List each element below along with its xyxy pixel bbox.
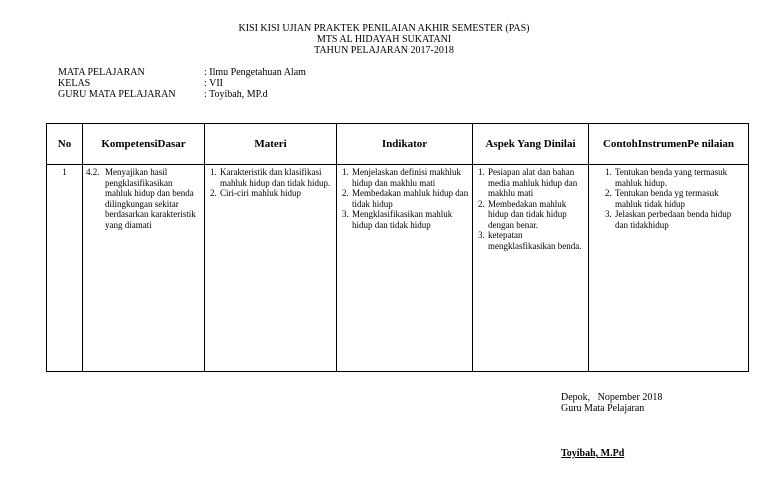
list-item: 3. Mengklasifikasikan mahluk hidup dan tidak hidup: [351, 209, 469, 230]
signature-block: [561, 392, 662, 414]
list-item: 2. Ciri-ciri mahluk hidup: [219, 188, 333, 199]
list-item: 2. Membedakan mahluk hidup dan tidak hidup dengan benar.: [487, 199, 585, 231]
header-materi: Materi: [205, 124, 337, 165]
meta-info: [58, 67, 306, 100]
title-line-2: MTS AL HIDAYAH SUKATANI: [316, 34, 452, 45]
meta-key: KELAS: [58, 78, 91, 89]
table-row: [47, 165, 749, 372]
kd-number: 4.2.: [86, 167, 100, 177]
header-kompetensi-dasar: KompetensiDasar: [83, 124, 205, 165]
signature-role: Guru Mata Pelajaran: [561, 403, 645, 414]
list-item: 3. ketepatan mengklasfikasikan benda.: [487, 230, 585, 251]
header-aspek: Aspek Yang Dinilai: [473, 124, 589, 165]
cell-materi: [205, 165, 337, 372]
list-item: 1. Tentukan benda yang termasuk mahluk hidup.: [614, 167, 745, 188]
document-header: [0, 23, 768, 56]
meta-key: GURU MATA PELAJARAN: [58, 89, 176, 100]
meta-key: MATA PELAJARAN: [58, 67, 145, 78]
header-no: No: [47, 124, 83, 165]
cell-contoh-instrumen: [589, 165, 749, 372]
kd-item: [86, 167, 201, 230]
meta-value: : Toyibah, MP.d: [204, 89, 268, 100]
place-date: Depok, Nopember 2018: [561, 392, 663, 403]
cell-indikator: [337, 165, 473, 372]
meta-value: : Ilmu Pengetahuan Alam: [204, 67, 306, 78]
kd-text: Menyajikan hasil pengklasifikasikan mahluk hidup dan benda dilingkungan sekitar berdasarkan karakteristik yang diamati: [105, 167, 196, 230]
title-line-3: TAHUN PELAJARAN 2017-2018: [314, 45, 454, 56]
title-line-1: KISI KISI UJIAN PRAKTEK PENILAIAN AKHIR SEMESTER (PAS): [238, 23, 530, 34]
meta-row-teacher: [58, 89, 306, 100]
signature-name: Toyibah, M.Pd: [561, 448, 625, 459]
header-indikator: Indikator: [337, 124, 473, 165]
table-header-row: [47, 124, 749, 165]
meta-value: : VII: [204, 78, 223, 89]
cell-kompetensi-dasar: [83, 165, 205, 372]
header-contoh-instrumen: ContohInstrumenPe nilaian: [589, 124, 749, 165]
meta-row-subject: [58, 67, 306, 78]
list-item: 2. Tentukan benda yg termasuk mahluk tidak hidup: [614, 188, 745, 209]
list-item: 1. Pesiapan alat dan bahan media mahluk hidup dan makhlu mati: [487, 167, 585, 199]
meta-row-class: [58, 78, 306, 89]
list-item: 1. Karakteristik dan klasifikasi mahluk hidup dan tidak hidup.: [219, 167, 333, 188]
list-item: 3. Jelaskan perbedaan benda hidup dan tidakhidup: [614, 209, 745, 230]
kisi-table: [46, 123, 749, 372]
cell-aspek: [473, 165, 589, 372]
list-item: 1. Menjelaskan definisi makhluk hidup dan makhlu mati: [351, 167, 469, 188]
cell-no: 1: [47, 165, 83, 372]
list-item: 2. Membedakan mahluk hidup dan tidak hidup: [351, 188, 469, 209]
